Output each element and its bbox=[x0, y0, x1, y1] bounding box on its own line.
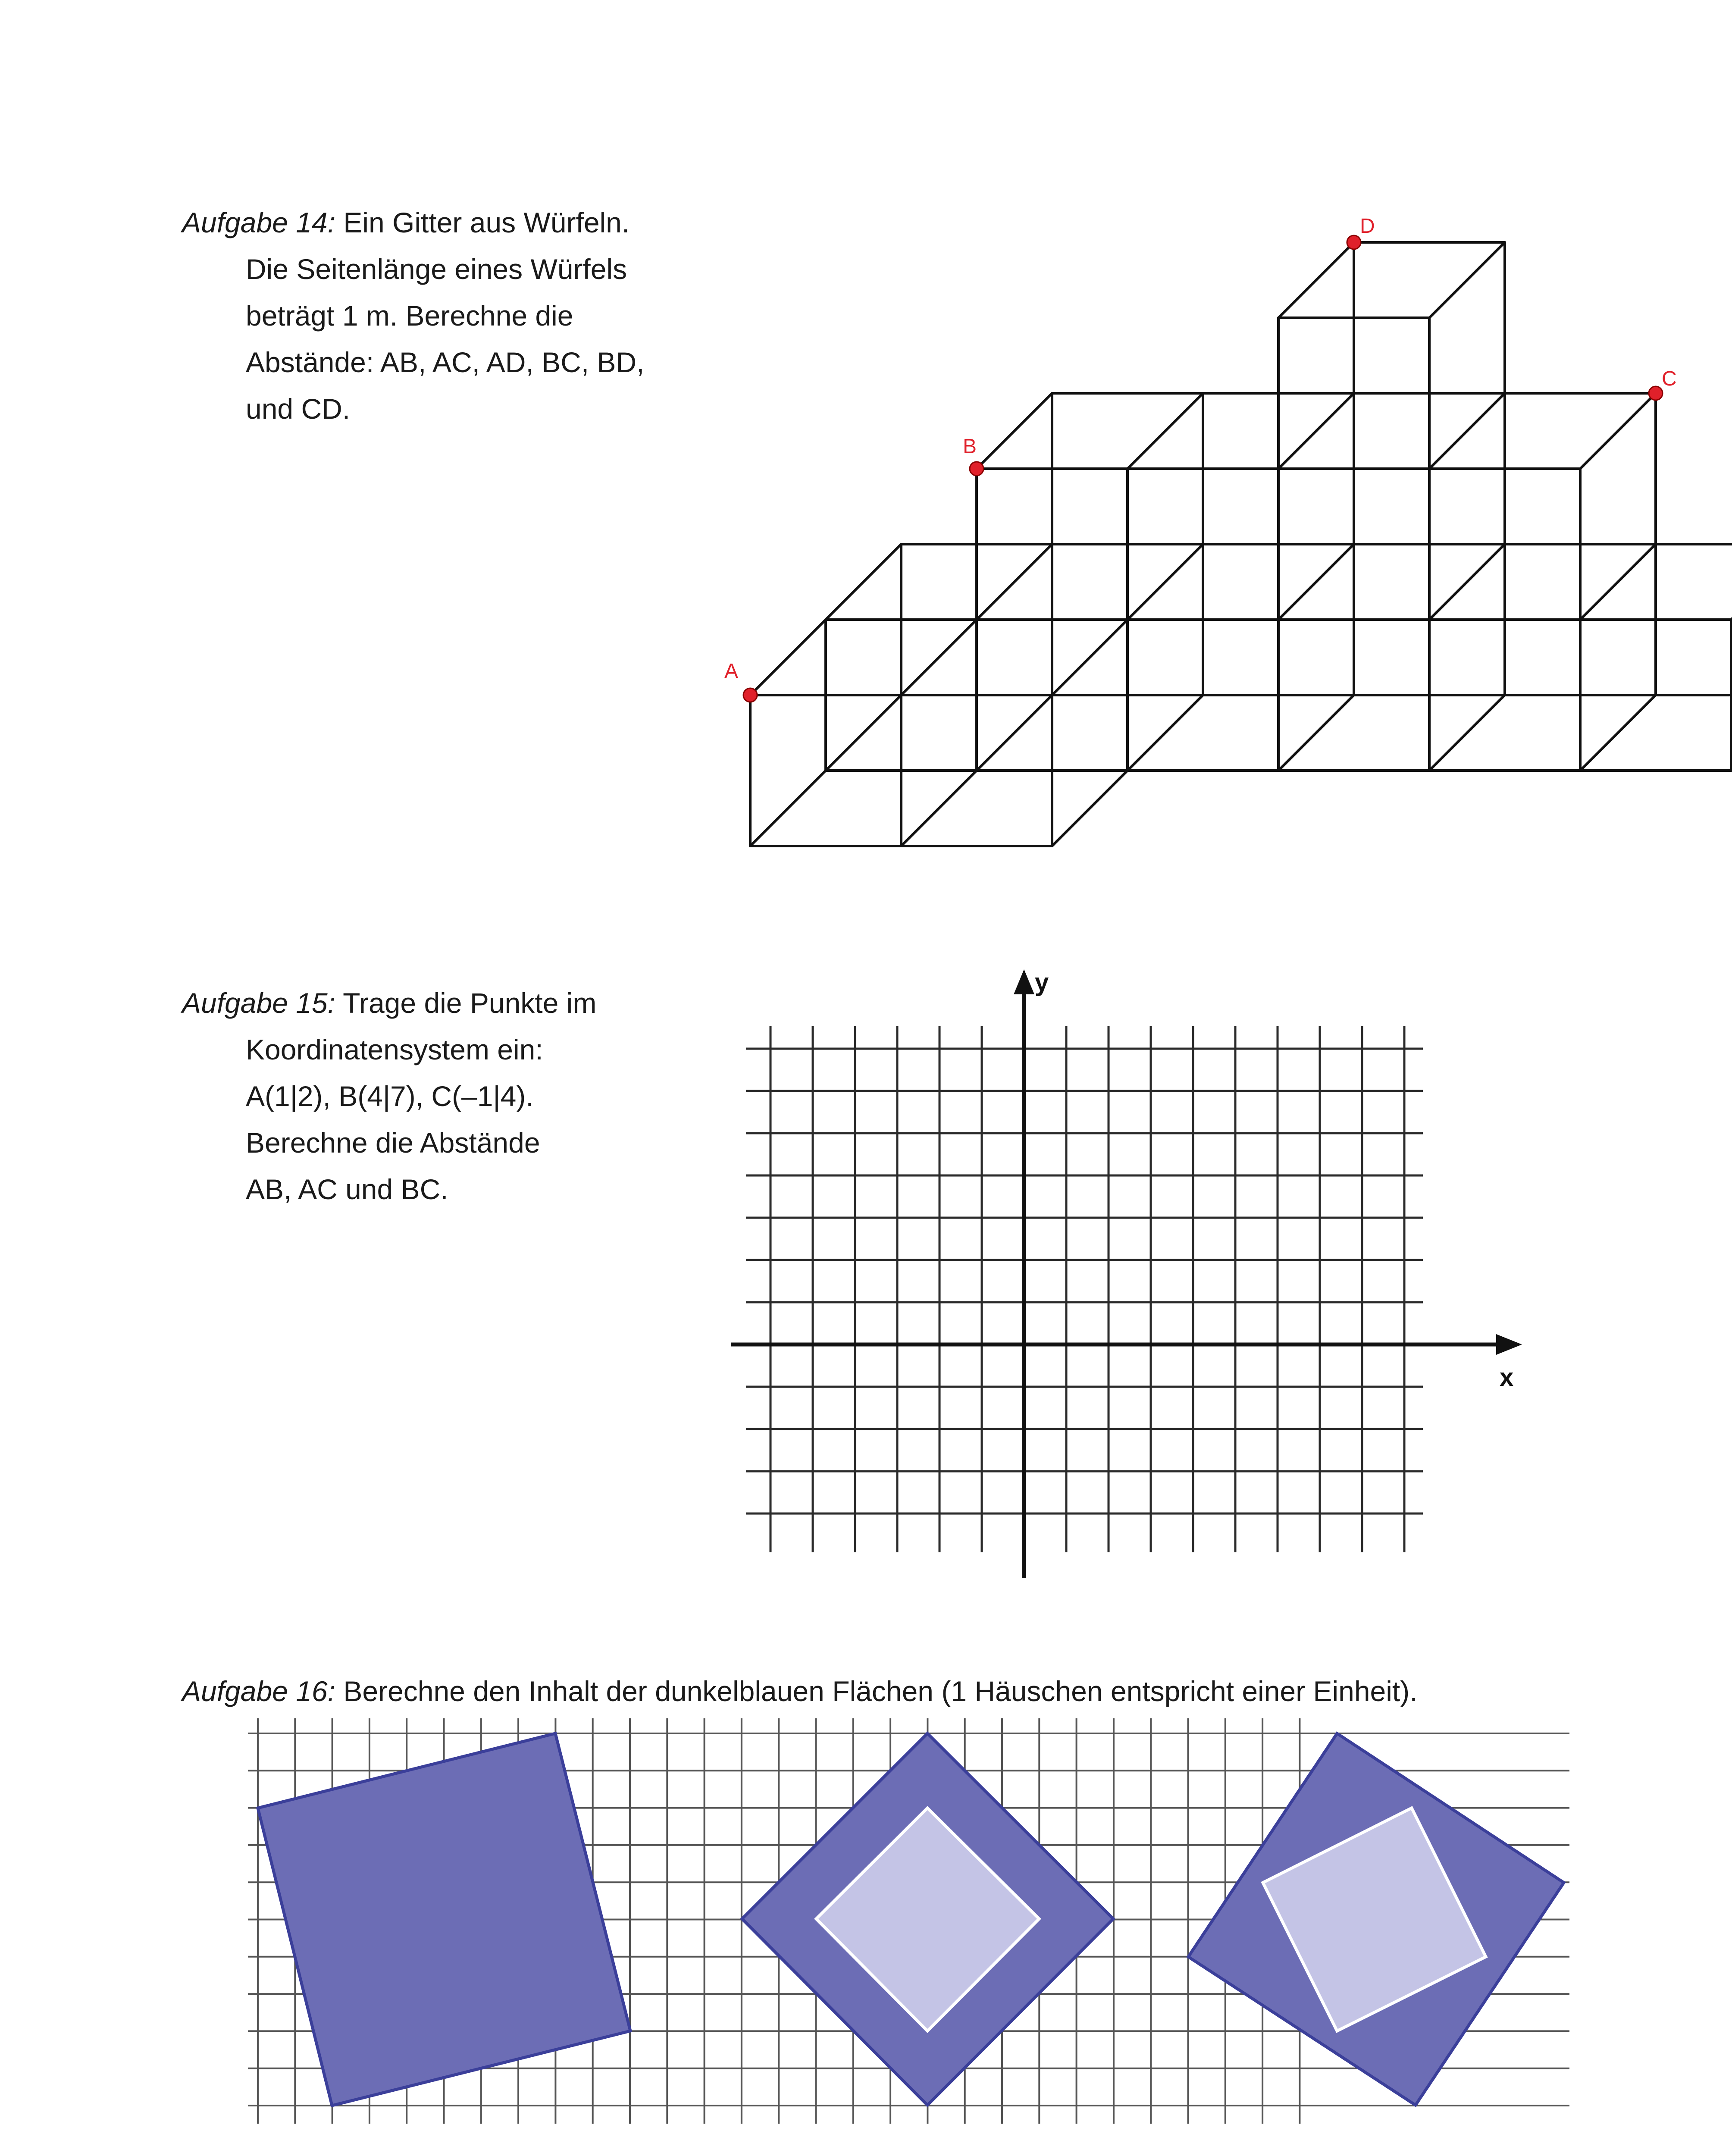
task-15-line-5: AB, AC und BC. bbox=[246, 1173, 448, 1205]
cube-edge bbox=[826, 695, 901, 771]
cube-edge bbox=[1052, 771, 1128, 846]
task-16-instruction: Berechne den Inhalt der dunkelblauen Flächen (1 Häuschen entspricht einer Einheit). bbox=[343, 1675, 1418, 1707]
task-15-line-2: Koordinatensystem ein: bbox=[246, 1034, 543, 1065]
task-14-line-1: Ein Gitter aus Würfeln. bbox=[343, 207, 630, 238]
task-15-line-4: Berechne die Abstände bbox=[246, 1127, 540, 1159]
cube-edge bbox=[750, 620, 826, 695]
point-label-c: C bbox=[1662, 367, 1677, 390]
cube-edge bbox=[901, 771, 977, 846]
cube-edge bbox=[1429, 695, 1505, 771]
point-c bbox=[1649, 386, 1663, 400]
task-14-line-5: und CD. bbox=[246, 393, 351, 425]
cube-edge bbox=[1429, 242, 1505, 318]
cube-edge bbox=[1278, 393, 1354, 469]
point-d bbox=[1347, 235, 1361, 249]
y-axis-label: y bbox=[1035, 968, 1049, 997]
cube-edge bbox=[1128, 544, 1203, 620]
cube-points bbox=[724, 215, 1677, 702]
task-14-line-4: Abstände: AB, AC, AD, BC, BD, bbox=[246, 346, 645, 378]
point-label-d: D bbox=[1360, 215, 1375, 238]
cube-grid-figure bbox=[750, 242, 1732, 846]
dark-square-1 bbox=[258, 1733, 630, 2106]
point-label-b: B bbox=[963, 435, 977, 458]
task-15-line-1: Trage die Punkte im bbox=[343, 987, 597, 1019]
cube-edge bbox=[977, 695, 1052, 771]
x-axis-label: x bbox=[1500, 1363, 1514, 1391]
point-label-a: A bbox=[724, 660, 739, 683]
task-14-label: Aufgabe 14: bbox=[182, 207, 335, 238]
coordinate-grid bbox=[746, 1026, 1423, 1552]
x-axis-arrow-icon bbox=[1496, 1334, 1522, 1355]
task-16-shapes bbox=[258, 1733, 1564, 2106]
cube-edge bbox=[1278, 544, 1354, 620]
y-axis-arrow-icon bbox=[1014, 969, 1034, 994]
cube-edge bbox=[750, 771, 826, 846]
cube-edge bbox=[1580, 544, 1656, 620]
cube-edge bbox=[826, 544, 901, 620]
task-16-label: Aufgabe 16: bbox=[182, 1675, 335, 1707]
task-14-line-2: Die Seitenlänge eines Würfels bbox=[246, 253, 627, 285]
cube-edge bbox=[1278, 242, 1354, 318]
point-b bbox=[970, 462, 983, 476]
cube-edge bbox=[1429, 393, 1505, 469]
cube-edge bbox=[1580, 695, 1656, 771]
cube-edge bbox=[977, 544, 1052, 620]
point-a bbox=[743, 688, 757, 702]
cube-edge bbox=[1429, 544, 1505, 620]
cube-edge bbox=[1580, 393, 1656, 469]
cube-edge bbox=[1052, 620, 1128, 695]
cube-edge bbox=[901, 620, 977, 695]
task-14-line-3: beträgt 1 m. Berechne die bbox=[246, 300, 573, 332]
cube-edge bbox=[1278, 695, 1354, 771]
task-15-line-3: A(1|2), B(4|7), C(–1|4). bbox=[246, 1080, 534, 1112]
cube-edge bbox=[1128, 393, 1203, 469]
cube-edge bbox=[1128, 695, 1203, 771]
task-15-label: Aufgabe 15: bbox=[182, 987, 335, 1019]
cube-edge bbox=[977, 393, 1052, 469]
